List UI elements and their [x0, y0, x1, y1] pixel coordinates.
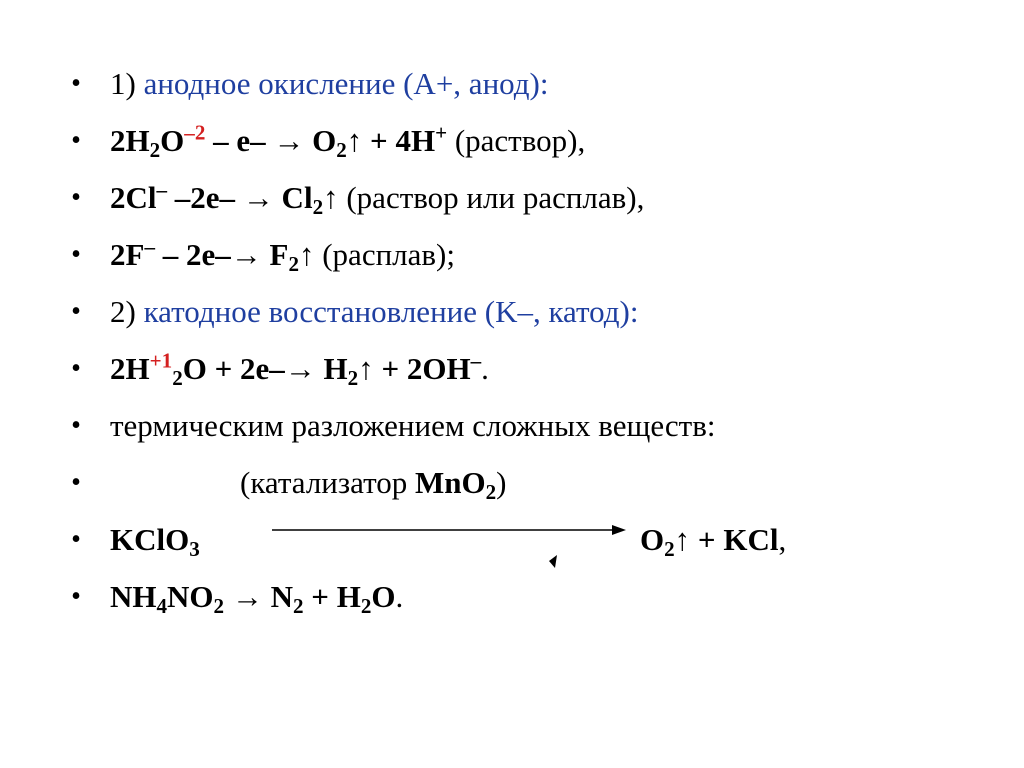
equation-part: . [395, 579, 404, 614]
equation-part: ) [496, 465, 507, 500]
subscript: 2 [336, 137, 347, 162]
line-thermal-decomposition: термическим разложением сложных веществ: [110, 408, 716, 443]
list-item [66, 340, 1006, 397]
equation-part: ↑ + 2OH [358, 351, 471, 386]
equation-part: NO [167, 579, 214, 614]
equation-note: (раствор), [447, 123, 586, 158]
subscript: 2 [172, 365, 183, 390]
bullet-dot: • [71, 581, 81, 612]
subscript: 2 [347, 365, 359, 390]
list-item [66, 55, 1006, 112]
equation-part: ↑ [298, 237, 315, 272]
superscript: – [156, 177, 168, 202]
line-catalyst [240, 454, 506, 511]
bullet-dot: • [71, 353, 81, 384]
superscript: – [470, 348, 482, 373]
equation-part: – 2e–→ F [154, 237, 289, 272]
equation-part: 2F [110, 237, 145, 272]
subscript: 2 [312, 194, 324, 219]
equation-part: –2e– → Cl [167, 180, 313, 215]
equation-note: (раствор или расплав), [338, 180, 645, 215]
bullet-dot: • [71, 68, 81, 99]
list-item [66, 397, 1006, 454]
subscript: 2 [292, 593, 304, 618]
equation-part: 2H [110, 351, 150, 386]
equation-water-oxidation [110, 112, 585, 169]
equation-part: . [481, 351, 489, 386]
reaction-arrow-icon [270, 513, 630, 573]
equation-part: KClO [110, 522, 190, 557]
equation-part: – e– → O [205, 123, 337, 158]
subscript: 2 [149, 137, 161, 162]
oxidation-state: +1 [149, 348, 173, 373]
line-anodic-oxidation [110, 55, 548, 112]
equation-part: O [160, 123, 185, 158]
section-heading: анодное окисление (А+, анод): [143, 66, 549, 101]
bullet-dot: • [71, 239, 81, 270]
subscript: 2 [664, 536, 675, 561]
equation-part: ↑ + KCl [674, 522, 779, 557]
equation-part: ↑ + 4H [346, 123, 436, 158]
equation-part: → N [224, 579, 293, 614]
bullet-dot: • [71, 410, 81, 441]
equation-part: O [640, 522, 665, 557]
subscript: 4 [156, 593, 168, 618]
equation-note: (расплав); [314, 237, 455, 272]
equation-part: , [778, 522, 787, 557]
equation-part: (катализатор [240, 465, 415, 500]
equation-fluoride-oxidation [110, 226, 455, 283]
equation-part: NH [110, 579, 157, 614]
equation-ammonium-nitrite [110, 568, 403, 625]
section-heading: катодное восстановление (K–, катод): [143, 294, 639, 329]
equation-part: 2H [110, 123, 150, 158]
line-cathodic-reduction [110, 283, 638, 340]
equation-part: + H [303, 579, 361, 614]
bullet-dot: • [71, 125, 81, 156]
products [640, 511, 786, 568]
equation-part: O + 2e–→ H [182, 351, 348, 386]
bullet-dot: • [71, 296, 81, 327]
oxidation-state: –2 [184, 120, 206, 145]
subscript: 2 [485, 479, 497, 504]
list-item [66, 169, 1006, 226]
subscript: 2 [360, 593, 372, 618]
subscript: 3 [189, 536, 200, 561]
section-number: 2) [110, 294, 136, 329]
list-item [66, 568, 1006, 625]
subscript: 2 [213, 593, 225, 618]
section-number: 1) [110, 66, 136, 101]
equation-part: O [371, 579, 396, 614]
list-item [66, 226, 1006, 283]
catalyst-formula: MnO [414, 465, 486, 500]
reactant [110, 511, 200, 568]
equation-part: 2Cl [110, 180, 157, 215]
superscript: + [435, 120, 448, 145]
bullet-dot: • [71, 467, 81, 498]
list-item [66, 454, 1006, 511]
bullet-dot: • [71, 182, 81, 213]
superscript: – [144, 234, 155, 259]
subscript: 2 [288, 251, 299, 276]
list-item [66, 283, 1006, 340]
equation-chloride-oxidation [110, 169, 644, 226]
list-item [66, 112, 1006, 169]
equation-water-reduction [110, 340, 489, 397]
bullet-dot: • [71, 524, 81, 555]
equation-part: ↑ [323, 180, 339, 215]
